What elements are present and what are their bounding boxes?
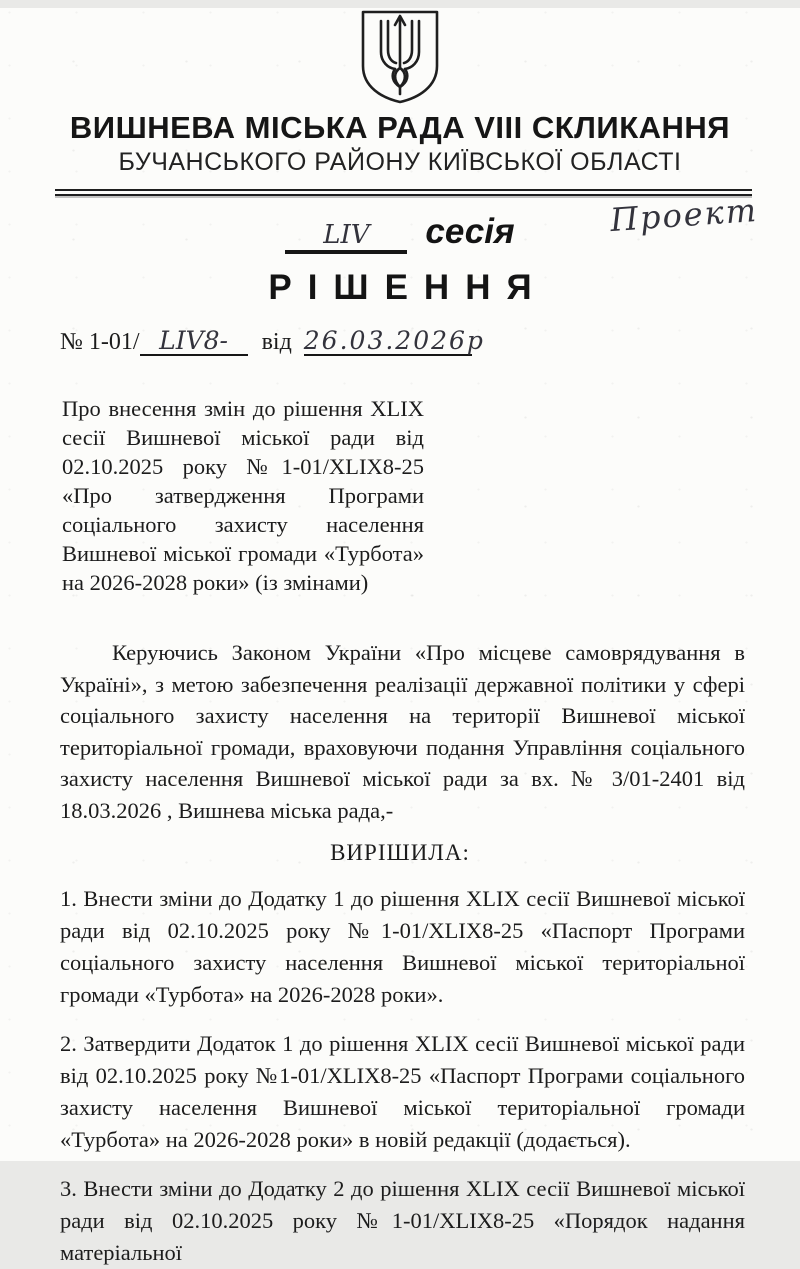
handwritten-decision-date: 26.03.2026р xyxy=(303,326,485,355)
header-divider-rule xyxy=(55,189,752,196)
council-name-line: ВИШНЕВА МІСЬКА РАДА VIII СКЛИКАННЯ xyxy=(69,110,731,145)
decision-number-prefix: № 1-01/ xyxy=(60,329,140,355)
session-label: сесія xyxy=(425,212,515,251)
handwritten-decision-number: LIV8- xyxy=(140,328,248,356)
handwritten-draft-note: Проект xyxy=(608,190,760,240)
district-name-line: БУЧАНСЬКОГО РАЙОНУ КИЇВСЬКОЇ ОБЛАСТІ xyxy=(118,148,682,176)
decision-heading: РІШЕННЯ xyxy=(268,268,548,307)
handwritten-session-number: LIV xyxy=(285,220,407,254)
decision-preamble: Керуючись Законом України «Про місцеве самоврядування в Україні», з метою забезпечення реалізації державної політики у сфері соціального захисту населення на території Вишневої міської територіальної громади, враховуючи подання Управління соціального захисту населення Вишневої міської ради за вх. № 3/01-2401 від 18.03.2026 , Вишнева міська рада,- xyxy=(60,640,745,823)
scanned-decision-page xyxy=(0,8,800,1265)
resolution-item-2: 2. Затвердити Додаток 1 до рішення XLIX сесії Вишневої міської ради від 02.10.2025 року №1-01/XLIX8-25 «Паспорт Програми соціального захисту населення Вишневої міської територіальної громади «Турбота» на 2026-2028 роки» в новій редакції (додається). xyxy=(60,1031,745,1152)
tryzub-coat-of-arms-icon xyxy=(354,8,446,106)
resolution-item-1: 1. Внести зміни до Додатку 1 до рішення XLIX сесії Вишневої міської ради від 02.10.2025 року №1-01/XLIX8-25 «Паспорт Програми соціального захисту населення Вишневої міської територіальної громади «Турбота» на 2026-2028 роки». xyxy=(60,886,745,1008)
resolution-item-3: 3. Внести зміни до Додатку 2 до рішення XLIX сесії Вишневої міської ради від 02.10.2025 року №1-01/XLIX8-25 «Порядок надання матеріальної xyxy=(60,1175,745,1265)
resolved-heading: ВИРІШИЛА: xyxy=(330,840,470,866)
date-label: від xyxy=(261,329,292,355)
decision-subject: Про внесення змін до рішення XLIX сесії Вишневої міської ради від 02.10.2025 року №1-01/XLIX8-25 «Про затвердження Програми соціального захисту населення Вишневої міської громади «Турбота» на 2026-2028 роки» (із змінами) xyxy=(62,396,424,596)
decision-number-line xyxy=(60,328,800,356)
